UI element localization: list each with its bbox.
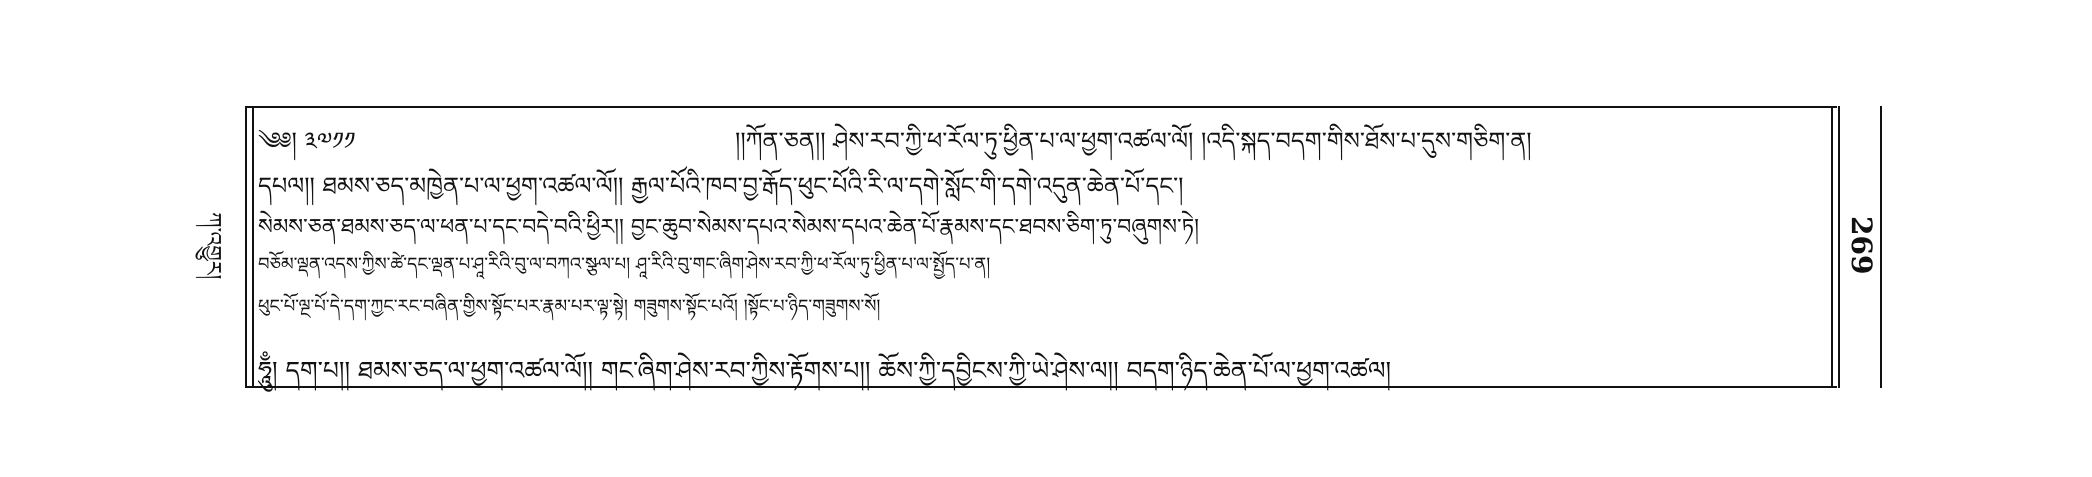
- frame-top-rule: [247, 106, 1837, 108]
- text-line-1: །།ཀོན་ཅན།། ཤེས་རབ་ཀྱི་ཕ་རོལ་ཏུ་ཕྱིན་པ་ལ་ཕྱག་འཚལ་ལོ། །འདི་སྐད་བདག་གིས་ཐོས་པ་དུས་གཅིག་ན།: [735, 127, 1532, 155]
- frame-right-rule-inner: [1831, 106, 1833, 388]
- text-line-4: བཅོམ་ལྡན་འདས་ཀྱིས་ཚེ་དང་ལྡན་པ་ཤཱ་རིའི་བུ་ལ་བཀའ་སྩལ་པ། ཤཱ་རིའི་བུ་གང་ཞིག་ཤེས་རབ་ཀྱི་ཕ་རོལ་ཏུ་ཕྱིན་པ་ལ་སྤྱོད་པ་ན།: [258, 254, 991, 275]
- text-line-5: ཕུང་པོ་ལྔ་པོ་དེ་དག་ཀྱང་རང་བཞིན་གྱིས་སྟོང་པར་རྣམ་པར་ལྟ་སྟེ། གཟུགས་སྟོང་པའོ། །སྟོང་པ་ཉིད་གཟུགས་སོ།: [258, 296, 881, 317]
- text-line-6: ཧཱུྃ། དག་པ།། ཐམས་ཅད་ལ་ཕྱག་འཚལ་ལོ།། གང་ཞིག་ཤེས་རབ་ཀྱིས་རྟོགས་པ།། ཆོས་ཀྱི་དབྱིངས་ཀྱི་ཡེ་ཤེས་ལ།། བདག་ཉིད་ཆེན་པོ་ལ་ཕྱག་འཚལ།: [258, 356, 1392, 385]
- frame-left-rule-outer: [245, 106, 247, 388]
- page-number: 269: [1845, 216, 1878, 275]
- frame-right-rule-outer: [1838, 106, 1840, 388]
- frame-right-margin-rule: [1880, 106, 1882, 388]
- text-line-2: དཔལ།། ཐམས་ཅད་མཁྱེན་པ་ལ་ཕྱག་འཚལ་ལོ།། རྒྱལ་པོའི་ཁབ་བྱ་རྒོད་ཕུང་པོའི་རི་ལ་དགེ་སློང་གི་དགེ་འདུན་ཆེན་པོ་དང་།: [258, 172, 1184, 200]
- frame-left-rule-inner: [252, 106, 254, 388]
- folio-left-label: ཀ་འགྱུར།: [200, 212, 225, 280]
- text-line-3: སེམས་ཅན་ཐམས་ཅད་ལ་ཕན་པ་དང་བདེ་བའི་ཕྱིར།། བྱང་ཆུབ་སེམས་དཔའ་སེམས་དཔའ་ཆེན་པོ་རྣམས་དང་ཐབས་ཅིག་ཏུ་བཞུགས་ཏེ།: [258, 215, 1199, 240]
- text-line-1-left: ༄༅། ༣༧༡༡: [258, 127, 356, 155]
